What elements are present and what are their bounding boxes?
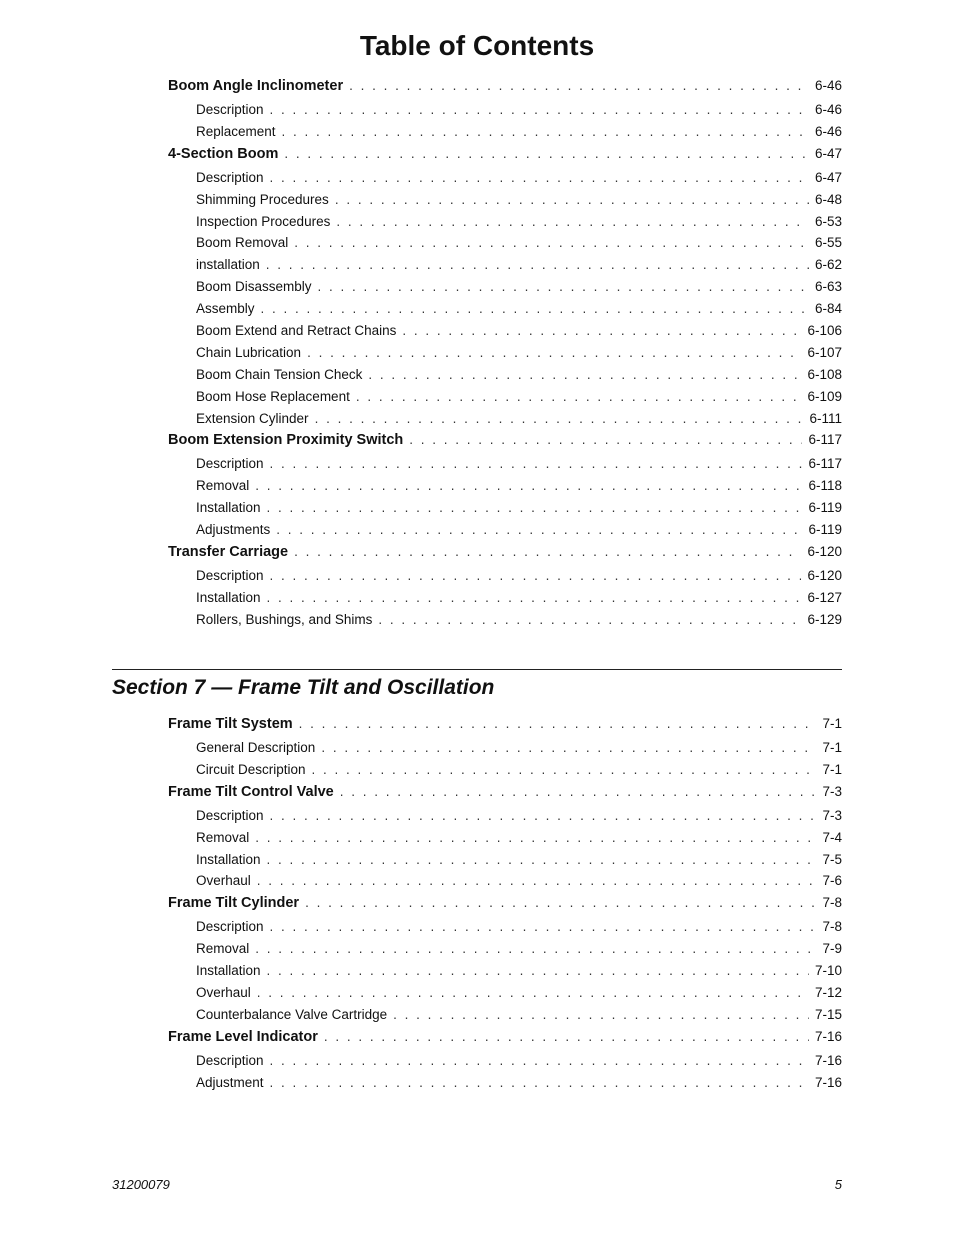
dot-leader <box>282 124 809 139</box>
dot-leader <box>315 411 804 426</box>
toc-entry-label: Description <box>196 1052 264 1068</box>
toc-entry-label: 4-Section Boom <box>168 145 279 162</box>
toc-entry[interactable] <box>168 192 842 214</box>
toc-entry-page: 6-107 <box>807 344 842 360</box>
toc-entry-label: Adjustments <box>196 522 271 538</box>
dot-leader <box>267 500 803 515</box>
toc-entry[interactable] <box>168 985 842 1007</box>
toc-entry-page: 6-129 <box>807 611 842 627</box>
toc-entry-page: 6-117 <box>808 432 842 448</box>
toc-entry-label: Description <box>196 456 264 472</box>
toc-entry-page: 7-10 <box>814 963 842 979</box>
dot-leader <box>312 762 817 777</box>
dot-leader <box>267 852 817 867</box>
toc-entry-page: 6-47 <box>814 169 842 185</box>
footer-doc-number: 31200079 <box>112 1177 170 1192</box>
toc-entry[interactable] <box>168 1053 842 1075</box>
toc-entry-label: Extension Cylinder <box>196 410 309 426</box>
toc-entry-label: Adjustment <box>196 1074 264 1090</box>
footer-page-number: 5 <box>834 1177 842 1192</box>
dot-leader <box>336 214 809 229</box>
toc-entry-label: Removal <box>196 941 250 957</box>
toc-entry-label: Rollers, Bushings, and Shims <box>196 611 373 627</box>
toc-entry-page: 6-47 <box>814 145 842 161</box>
toc-entry-label: Boom Removal <box>196 235 289 251</box>
toc-entry[interactable] <box>168 919 842 941</box>
section-6-toc-list <box>168 78 842 634</box>
toc-entry-page: 6-108 <box>807 366 842 382</box>
section-divider <box>112 669 842 670</box>
toc-entry-page: 6-120 <box>807 544 842 560</box>
dot-leader <box>261 301 809 316</box>
toc-entry-label: Installation <box>196 589 261 605</box>
toc-entry-page: 6-53 <box>814 213 842 229</box>
toc-heading-entry[interactable] <box>168 784 842 808</box>
toc-entry[interactable] <box>168 941 842 963</box>
toc-entry-page: 7-6 <box>822 873 842 889</box>
toc-entry[interactable] <box>168 1075 842 1097</box>
toc-entry-label: Removal <box>196 829 250 845</box>
toc-heading-entry[interactable] <box>168 544 842 568</box>
toc-entry-label: Transfer Carriage <box>168 544 289 561</box>
toc-entry-page: 7-16 <box>814 1052 842 1068</box>
toc-entry-page: 7-8 <box>822 895 842 911</box>
toc-entry[interactable] <box>168 830 842 852</box>
toc-entry[interactable] <box>168 478 842 500</box>
toc-entry-page: 6-106 <box>807 323 842 339</box>
dot-leader <box>257 985 809 1000</box>
dot-leader <box>299 716 817 731</box>
toc-entry-label: Shimming Procedures <box>196 191 329 207</box>
toc-entry-page: 6-46 <box>814 102 842 117</box>
toc-entry-page: 7-9 <box>822 941 842 957</box>
toc-entry-page: 7-5 <box>822 851 842 867</box>
toc-entry-label: Boom Angle Inclinometer <box>168 78 344 94</box>
toc-entry-page: 7-16 <box>814 1028 842 1044</box>
toc-entry[interactable] <box>168 963 842 985</box>
toc-heading-entry[interactable] <box>168 432 842 456</box>
dot-leader <box>255 941 816 956</box>
toc-entry-label: Installation <box>196 851 261 867</box>
toc-entry-label: Inspection Procedures <box>196 213 331 229</box>
toc-entry-page: 7-1 <box>822 761 842 777</box>
dot-leader <box>270 170 809 185</box>
toc-entry-page: 7-15 <box>814 1006 842 1022</box>
dot-leader <box>307 345 801 360</box>
toc-entry-label: Boom Disassembly <box>196 279 312 295</box>
toc-entry[interactable] <box>168 257 842 279</box>
dot-leader <box>270 808 817 823</box>
toc-entry-label: Description <box>196 919 264 935</box>
toc-entry-page: 7-1 <box>822 716 842 731</box>
toc-entry-label: Description <box>196 568 264 584</box>
toc-entry-label: Boom Extension Proximity Switch <box>168 432 404 449</box>
toc-entry-label: Frame Tilt System <box>168 716 293 732</box>
toc-entry[interactable] <box>168 301 842 323</box>
toc-entry-page: 6-119 <box>808 522 842 538</box>
toc-entry-label: Replacement <box>196 123 276 139</box>
toc-entry[interactable] <box>168 873 842 895</box>
toc-entry-label: Counterbalance Valve Cartridge <box>196 1006 388 1022</box>
dot-leader <box>368 367 801 382</box>
toc-entry[interactable] <box>168 522 842 544</box>
dot-leader <box>255 830 816 845</box>
dot-leader <box>318 279 809 294</box>
toc-entry-label: Overhaul <box>196 985 251 1001</box>
dot-leader <box>294 235 809 250</box>
dot-leader <box>335 192 809 207</box>
dot-leader <box>284 146 809 161</box>
toc-entry[interactable] <box>168 411 842 433</box>
dot-leader <box>409 432 802 447</box>
toc-entry-page: 7-3 <box>822 783 842 799</box>
toc-entry-label: Description <box>196 807 264 823</box>
toc-entry[interactable] <box>168 808 842 830</box>
toc-entry-page: 6-84 <box>814 301 842 317</box>
toc-entry-page: 6-127 <box>807 589 842 605</box>
dot-leader <box>305 895 816 910</box>
toc-entry-page: 6-62 <box>814 257 842 273</box>
toc-entry-page: 6-46 <box>814 78 842 93</box>
dot-leader <box>340 784 817 799</box>
toc-entry-label: installation <box>196 257 260 273</box>
toc-entry-page: 6-55 <box>814 235 842 251</box>
section-7-heading: Section 7 — Frame Tilt and Oscillation <box>112 676 495 699</box>
toc-entry[interactable] <box>168 762 842 784</box>
dot-leader <box>255 478 802 493</box>
dot-leader <box>270 456 803 471</box>
toc-entry-label: Frame Tilt Cylinder <box>168 895 300 912</box>
toc-entry-page: 7-16 <box>814 1074 842 1090</box>
toc-entry[interactable] <box>168 345 842 367</box>
toc-entry-page: 6-118 <box>808 478 842 494</box>
toc-entry-label: Chain Lubrication <box>196 344 302 360</box>
toc-entry-page: 7-8 <box>822 919 842 935</box>
toc-entry[interactable] <box>168 740 842 762</box>
toc-entry[interactable] <box>168 456 842 478</box>
section-7-toc-list <box>168 716 842 1097</box>
dot-leader <box>294 544 801 559</box>
toc-entry[interactable] <box>168 367 842 389</box>
toc-entry[interactable] <box>168 124 842 146</box>
toc-entry-page: 6-46 <box>814 123 842 139</box>
toc-entry-label: Frame Tilt Control Valve <box>168 783 334 800</box>
toc-heading-entry[interactable] <box>168 78 842 102</box>
dot-leader <box>270 1075 809 1090</box>
toc-entry-page: 7-12 <box>814 985 842 1001</box>
toc-entry-label: Boom Hose Replacement <box>196 388 350 404</box>
toc-entry-page: 6-109 <box>807 388 842 404</box>
toc-entry-label: Installation <box>196 963 261 979</box>
toc-entry-label: Boom Chain Tension Check <box>196 366 363 382</box>
dot-leader <box>402 323 801 338</box>
toc-entry[interactable] <box>168 214 842 236</box>
toc-entry-page: 6-111 <box>809 410 842 426</box>
toc-entry[interactable] <box>168 612 842 634</box>
toc-entry-page: 6-120 <box>807 568 842 584</box>
toc-entry-label: Description <box>196 102 264 117</box>
toc-entry-label: Boom Extend and Retract Chains <box>196 323 397 339</box>
toc-entry-label: Circuit Description <box>196 761 306 777</box>
toc-entry-page: 6-117 <box>808 456 842 472</box>
toc-entry-label: Installation <box>196 500 261 516</box>
toc-entry-page: 7-4 <box>822 829 842 845</box>
toc-entry[interactable] <box>168 102 842 124</box>
toc-entry[interactable] <box>168 279 842 301</box>
dot-leader <box>257 873 817 888</box>
toc-entry[interactable] <box>168 323 842 345</box>
toc-heading-entry[interactable] <box>168 1029 842 1053</box>
toc-entry[interactable] <box>168 389 842 411</box>
toc-heading-entry[interactable] <box>168 146 842 170</box>
toc-entry-label: Description <box>196 169 264 185</box>
dot-leader <box>356 389 802 404</box>
dot-leader <box>266 257 809 272</box>
toc-entry-page: 7-1 <box>822 740 842 755</box>
toc-entry[interactable] <box>168 1007 842 1029</box>
dot-leader <box>349 78 809 93</box>
toc-entry[interactable] <box>168 235 842 257</box>
dot-leader <box>270 919 817 934</box>
toc-entry[interactable] <box>168 500 842 522</box>
toc-entry[interactable] <box>168 170 842 192</box>
dot-leader <box>267 963 809 978</box>
dot-leader <box>324 1029 809 1044</box>
toc-entry-label: General Description <box>196 740 316 755</box>
toc-entry[interactable] <box>168 852 842 874</box>
toc-entry-page: 6-48 <box>814 191 842 207</box>
toc-entry-page: 6-119 <box>808 500 842 516</box>
dot-leader <box>321 740 816 755</box>
toc-entry-label: Overhaul <box>196 873 251 889</box>
page-title: Table of Contents <box>359 30 595 61</box>
toc-entry-page: 7-3 <box>822 807 842 823</box>
dot-leader <box>267 590 802 605</box>
toc-entry[interactable] <box>168 568 842 590</box>
dot-leader <box>393 1007 809 1022</box>
toc-entry-label: Removal <box>196 478 250 494</box>
dot-leader <box>378 612 801 627</box>
toc-entry-page: 6-63 <box>814 279 842 295</box>
toc-entry[interactable] <box>168 590 842 612</box>
toc-heading-entry[interactable] <box>168 716 842 740</box>
toc-entry-label: Frame Level Indicator <box>168 1028 318 1045</box>
dot-leader <box>270 568 802 583</box>
dot-leader <box>276 522 802 537</box>
toc-heading-entry[interactable] <box>168 895 842 919</box>
toc-entry-label: Assembly <box>196 301 255 317</box>
dot-leader <box>270 1053 809 1068</box>
dot-leader <box>270 102 809 117</box>
